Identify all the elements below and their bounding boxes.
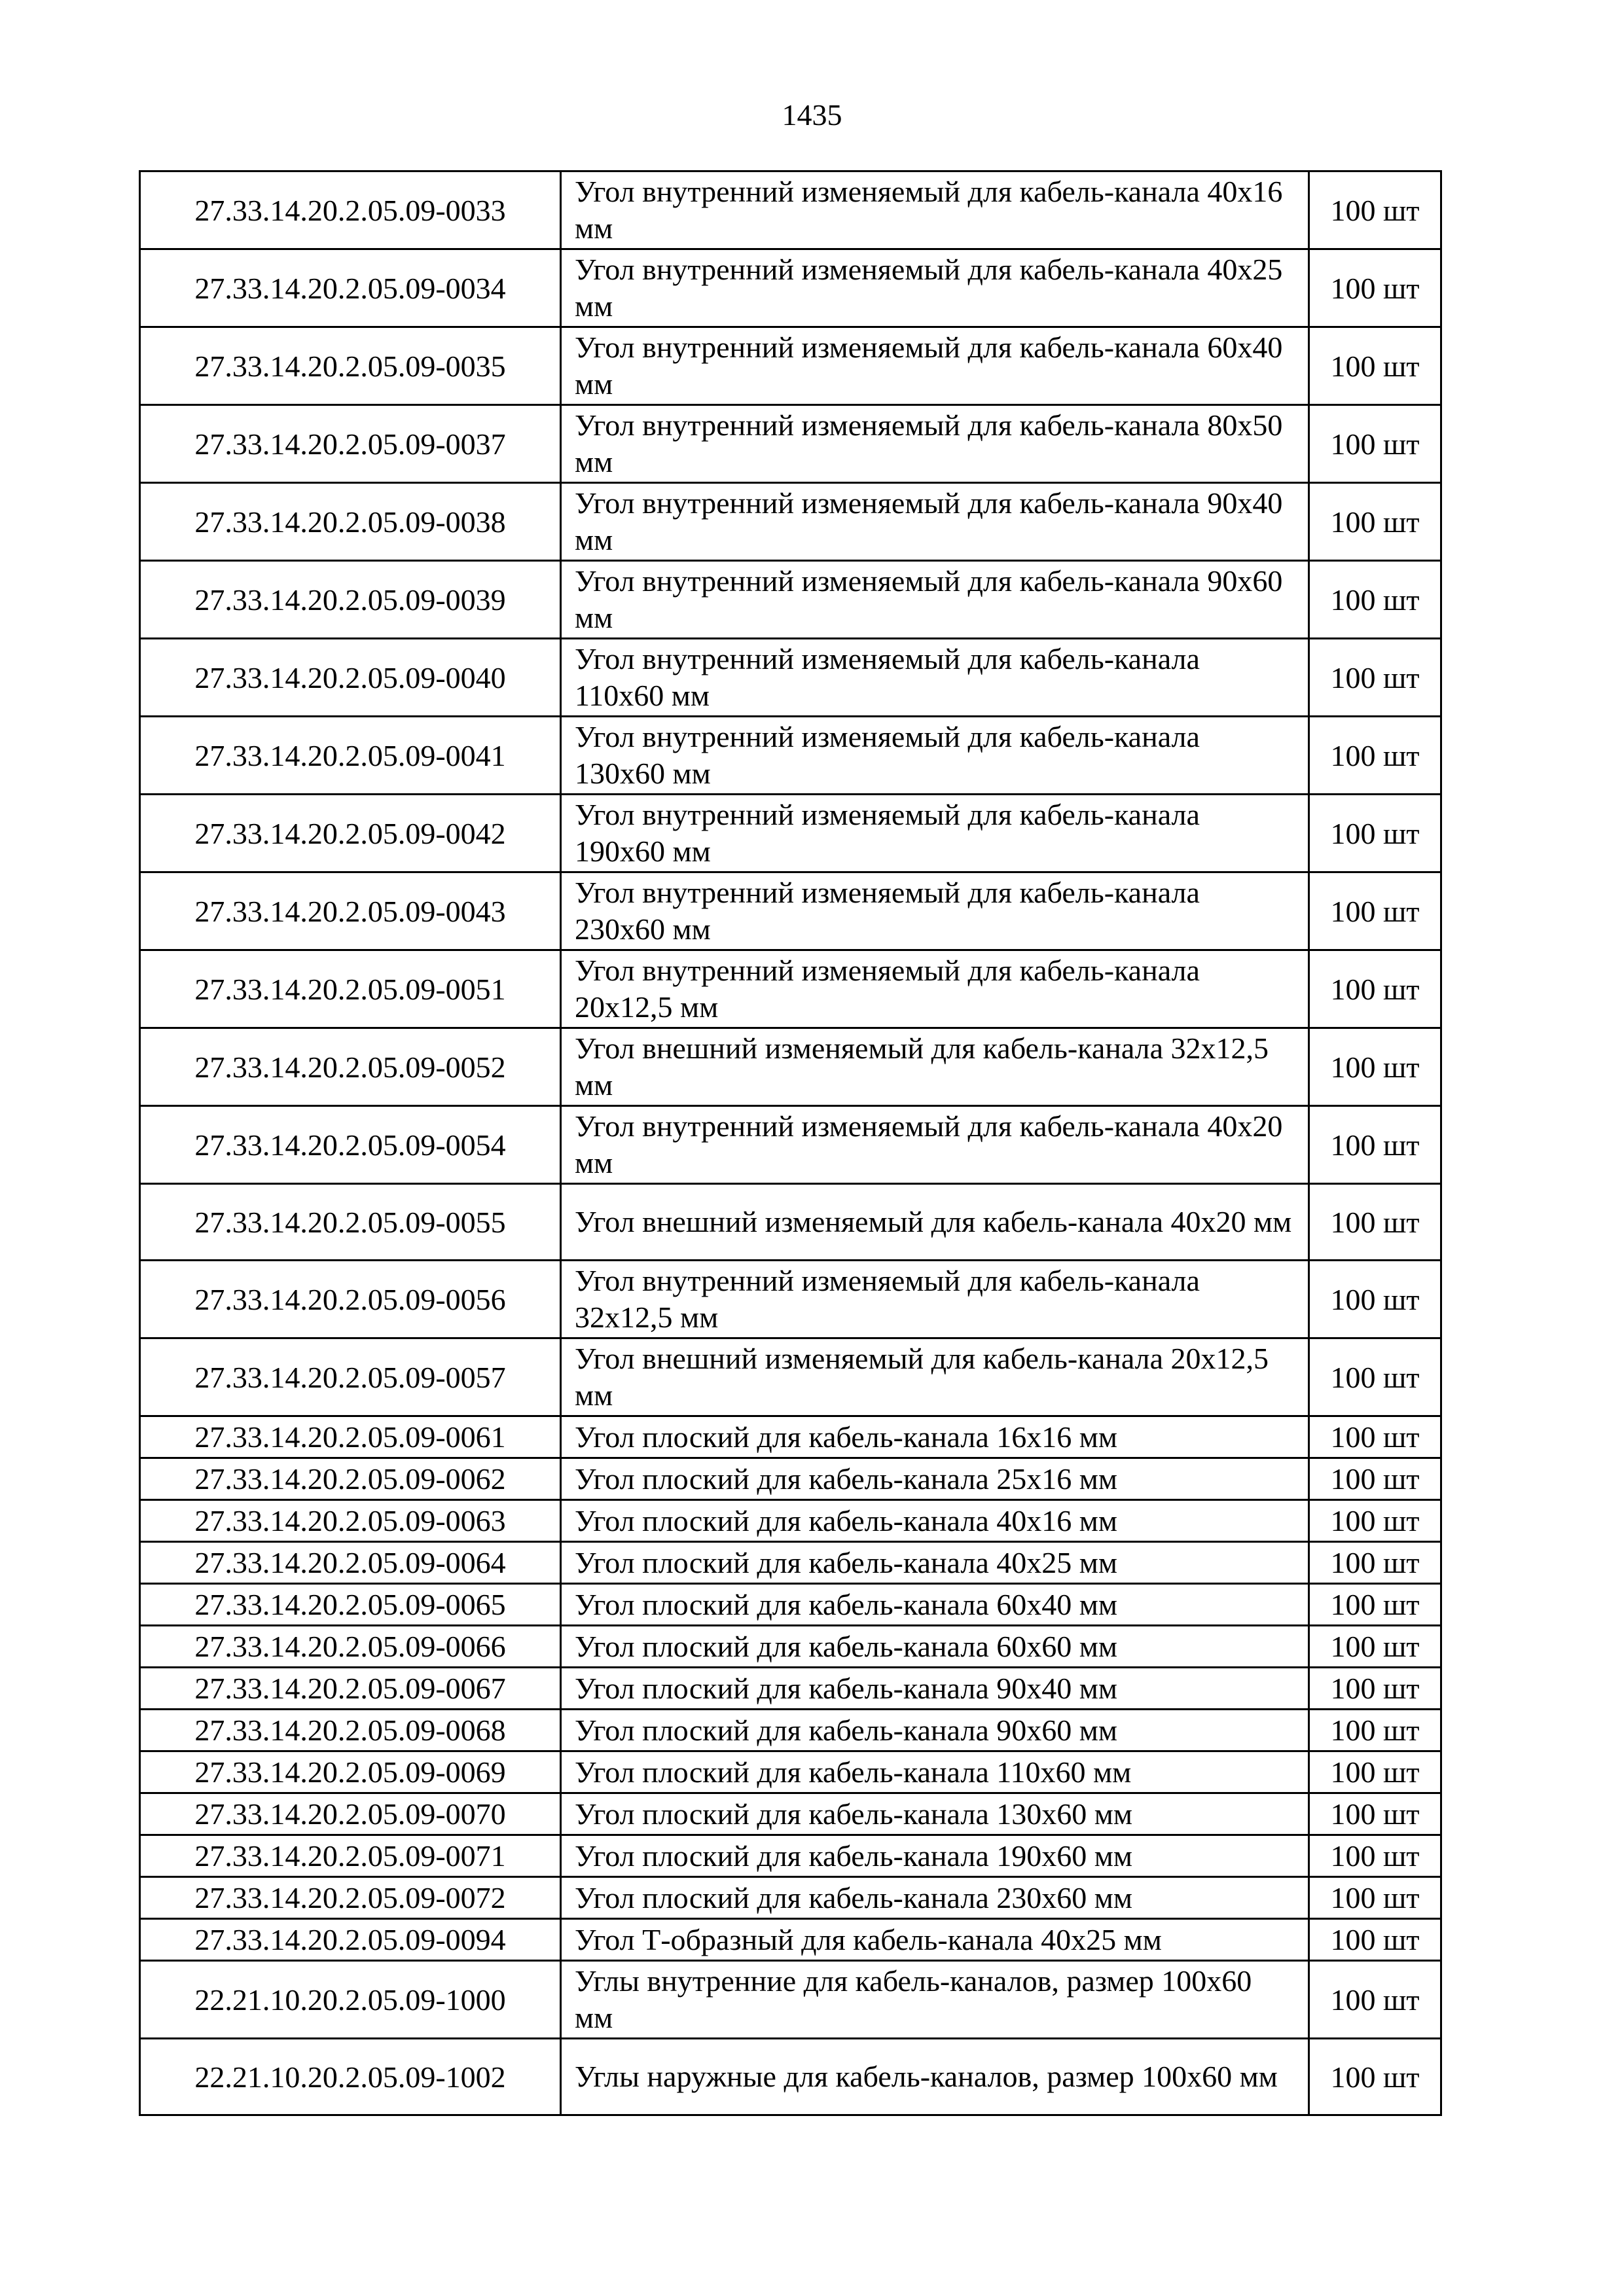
table-row	[140, 1668, 1441, 1710]
item-quantity: 100 шт	[1309, 1710, 1441, 1751]
item-quantity: 100 шт	[1309, 795, 1441, 872]
item-name: Угол внутренний изменяемый для кабель-канала 230x60 мм	[561, 872, 1309, 950]
item-name: Угол плоский для кабель-канала 25x16 мм	[561, 1458, 1309, 1500]
item-name: Угол плоский для кабель-канала 130x60 мм	[561, 1793, 1309, 1835]
item-name: Угол плоский для кабель-канала 16x16 мм	[561, 1416, 1309, 1458]
item-name: Угол внешний изменяемый для кабель-канала 32x12,5 мм	[561, 1028, 1309, 1106]
item-name: Угол плоский для кабель-канала 60x60 мм	[561, 1626, 1309, 1668]
table-row	[140, 1106, 1441, 1184]
table-row	[140, 1542, 1441, 1584]
item-quantity: 100 шт	[1309, 950, 1441, 1028]
item-name: Угол плоский для кабель-канала 40x25 мм	[561, 1542, 1309, 1584]
item-quantity: 100 шт	[1309, 249, 1441, 327]
item-name: Угол Т-образный для кабель-канала 40x25 мм	[561, 1919, 1309, 1961]
item-quantity: 100 шт	[1309, 1500, 1441, 1542]
item-quantity: 100 шт	[1309, 1338, 1441, 1416]
item-code: 27.33.14.20.2.05.09-0052	[140, 1028, 561, 1106]
table-row	[140, 1710, 1441, 1751]
table-row	[140, 1028, 1441, 1106]
table-row	[140, 1338, 1441, 1416]
item-code: 27.33.14.20.2.05.09-0035	[140, 327, 561, 405]
table-row	[140, 327, 1441, 405]
item-quantity: 100 шт	[1309, 171, 1441, 249]
item-code: 27.33.14.20.2.05.09-0043	[140, 872, 561, 950]
item-code: 27.33.14.20.2.05.09-0061	[140, 1416, 561, 1458]
item-name: Угол внешний изменяемый для кабель-канала 20x12,5 мм	[561, 1338, 1309, 1416]
item-quantity: 100 шт	[1309, 1793, 1441, 1835]
item-quantity: 100 шт	[1309, 2039, 1441, 2115]
item-quantity: 100 шт	[1309, 872, 1441, 950]
item-name: Углы внутренние для кабель-каналов, размер 100x60 мм	[561, 1961, 1309, 2039]
item-name: Угол плоский для кабель-канала 110x60 мм	[561, 1751, 1309, 1793]
table-row	[140, 1751, 1441, 1793]
item-code: 27.33.14.20.2.05.09-0094	[140, 1919, 561, 1961]
item-code: 27.33.14.20.2.05.09-0064	[140, 1542, 561, 1584]
table-row	[140, 1626, 1441, 1668]
item-code: 27.33.14.20.2.05.09-0041	[140, 717, 561, 795]
item-quantity: 100 шт	[1309, 1261, 1441, 1338]
item-code: 27.33.14.20.2.05.09-0042	[140, 795, 561, 872]
item-code: 27.33.14.20.2.05.09-0056	[140, 1261, 561, 1338]
item-quantity: 100 шт	[1309, 1184, 1441, 1261]
item-quantity: 100 шт	[1309, 1919, 1441, 1961]
item-quantity: 100 шт	[1309, 717, 1441, 795]
item-code: 27.33.14.20.2.05.09-0066	[140, 1626, 561, 1668]
table-row	[140, 872, 1441, 950]
table-row	[140, 561, 1441, 639]
table-row	[140, 1793, 1441, 1835]
item-code: 27.33.14.20.2.05.09-0054	[140, 1106, 561, 1184]
table-row	[140, 795, 1441, 872]
item-name: Угол внутренний изменяемый для кабель-канала 20x12,5 мм	[561, 950, 1309, 1028]
item-code: 27.33.14.20.2.05.09-0071	[140, 1835, 561, 1877]
item-code: 27.33.14.20.2.05.09-0055	[140, 1184, 561, 1261]
table-row	[140, 1835, 1441, 1877]
item-code: 27.33.14.20.2.05.09-0051	[140, 950, 561, 1028]
table-row	[140, 1919, 1441, 1961]
item-name: Угол внешний изменяемый для кабель-канала 40x20 мм	[561, 1184, 1309, 1261]
item-code: 27.33.14.20.2.05.09-0065	[140, 1584, 561, 1626]
item-code: 27.33.14.20.2.05.09-0039	[140, 561, 561, 639]
item-name: Угол плоский для кабель-канала 90x60 мм	[561, 1710, 1309, 1751]
item-quantity: 100 шт	[1309, 483, 1441, 561]
page-number: 1435	[782, 98, 842, 132]
item-code: 27.33.14.20.2.05.09-0034	[140, 249, 561, 327]
item-code: 27.33.14.20.2.05.09-0057	[140, 1338, 561, 1416]
item-name: Угол внутренний изменяемый для кабель-канала 130x60 мм	[561, 717, 1309, 795]
item-code: 27.33.14.20.2.05.09-0070	[140, 1793, 561, 1835]
item-quantity: 100 шт	[1309, 1668, 1441, 1710]
item-code: 27.33.14.20.2.05.09-0069	[140, 1751, 561, 1793]
item-name: Угол плоский для кабель-канала 230x60 мм	[561, 1877, 1309, 1919]
item-code: 27.33.14.20.2.05.09-0063	[140, 1500, 561, 1542]
table-row	[140, 405, 1441, 483]
table-row	[140, 1961, 1441, 2039]
item-quantity: 100 шт	[1309, 1961, 1441, 2039]
item-name: Угол плоский для кабель-канала 90x40 мм	[561, 1668, 1309, 1710]
item-name: Угол внутренний изменяемый для кабель-канала 60x40 мм	[561, 327, 1309, 405]
item-code: 22.21.10.20.2.05.09-1002	[140, 2039, 561, 2115]
table-body	[140, 171, 1441, 2115]
table-row	[140, 249, 1441, 327]
item-quantity: 100 шт	[1309, 327, 1441, 405]
item-quantity: 100 шт	[1309, 1877, 1441, 1919]
item-code: 27.33.14.20.2.05.09-0040	[140, 639, 561, 717]
table-row	[140, 483, 1441, 561]
table-row	[140, 1416, 1441, 1458]
table-row	[140, 1500, 1441, 1542]
items-table	[139, 170, 1442, 2116]
item-code: 27.33.14.20.2.05.09-0062	[140, 1458, 561, 1500]
item-name: Угол внутренний изменяемый для кабель-канала 40x25 мм	[561, 249, 1309, 327]
item-quantity: 100 шт	[1309, 561, 1441, 639]
table-row	[140, 717, 1441, 795]
item-quantity: 100 шт	[1309, 1458, 1441, 1500]
table-row	[140, 950, 1441, 1028]
item-quantity: 100 шт	[1309, 1416, 1441, 1458]
table-row	[140, 1261, 1441, 1338]
item-quantity: 100 шт	[1309, 1626, 1441, 1668]
item-name: Угол плоский для кабель-канала 40x16 мм	[561, 1500, 1309, 1542]
item-code: 27.33.14.20.2.05.09-0067	[140, 1668, 561, 1710]
item-code: 27.33.14.20.2.05.09-0068	[140, 1710, 561, 1751]
item-code: 27.33.14.20.2.05.09-0033	[140, 171, 561, 249]
item-name: Угол плоский для кабель-канала 190x60 мм	[561, 1835, 1309, 1877]
item-name: Угол внутренний изменяемый для кабель-канала 90x40 мм	[561, 483, 1309, 561]
table-row	[140, 171, 1441, 249]
item-quantity: 100 шт	[1309, 1028, 1441, 1106]
item-name: Углы наружные для кабель-каналов, размер 100x60 мм	[561, 2039, 1309, 2115]
item-name: Угол плоский для кабель-канала 60x40 мм	[561, 1584, 1309, 1626]
item-quantity: 100 шт	[1309, 1542, 1441, 1584]
item-name: Угол внутренний изменяемый для кабель-канала 40x20 мм	[561, 1106, 1309, 1184]
item-code: 27.33.14.20.2.05.09-0037	[140, 405, 561, 483]
item-name: Угол внутренний изменяемый для кабель-канала 190x60 мм	[561, 795, 1309, 872]
item-name: Угол внутренний изменяемый для кабель-канала 80x50 мм	[561, 405, 1309, 483]
table-row	[140, 1877, 1441, 1919]
item-name: Угол внутренний изменяемый для кабель-канала 90x60 мм	[561, 561, 1309, 639]
table-row	[140, 1584, 1441, 1626]
table-row	[140, 1458, 1441, 1500]
item-quantity: 100 шт	[1309, 1106, 1441, 1184]
item-name: Угол внутренний изменяемый для кабель-канала 110x60 мм	[561, 639, 1309, 717]
item-quantity: 100 шт	[1309, 1751, 1441, 1793]
item-quantity: 100 шт	[1309, 1835, 1441, 1877]
item-code: 27.33.14.20.2.05.09-0072	[140, 1877, 561, 1919]
item-name: Угол внутренний изменяемый для кабель-канала 40x16 мм	[561, 171, 1309, 249]
table-row	[140, 1184, 1441, 1261]
item-quantity: 100 шт	[1309, 639, 1441, 717]
item-code: 22.21.10.20.2.05.09-1000	[140, 1961, 561, 2039]
item-quantity: 100 шт	[1309, 405, 1441, 483]
item-name: Угол внутренний изменяемый для кабель-канала 32x12,5 мм	[561, 1261, 1309, 1338]
item-quantity: 100 шт	[1309, 1584, 1441, 1626]
table-row	[140, 639, 1441, 717]
item-code: 27.33.14.20.2.05.09-0038	[140, 483, 561, 561]
table-row	[140, 2039, 1441, 2115]
